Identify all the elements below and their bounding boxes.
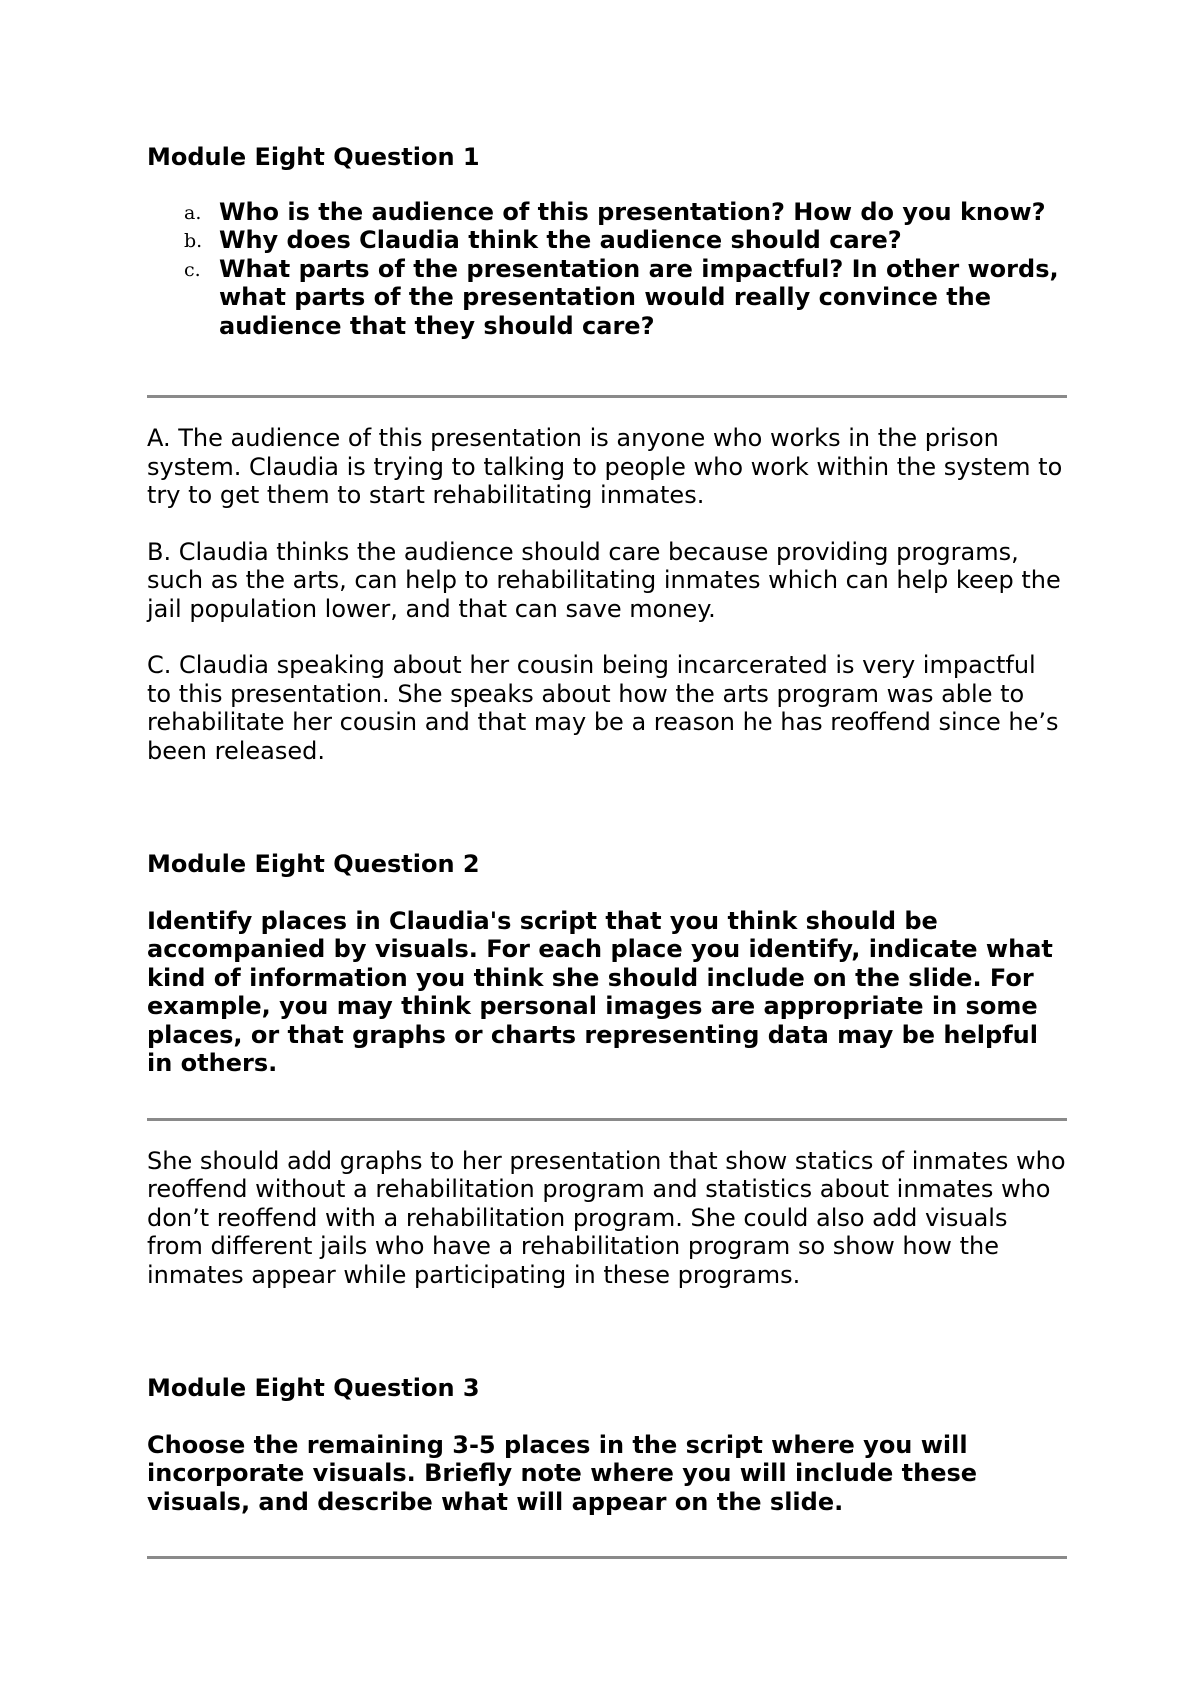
- list-marker: a.: [184, 201, 202, 224]
- question-1c: [147, 255, 1067, 341]
- question-1-heading: Module Eight Question 1: [147, 143, 480, 171]
- question-1-list: [147, 198, 1067, 341]
- question-text: What parts of the presentation are impactful? In other words, what parts of the presentation would really convince the audience that they should care?: [219, 254, 1059, 340]
- list-marker: b.: [184, 230, 203, 252]
- question-text: Who is the audience of this presentation? How do you know?: [219, 197, 1046, 226]
- question-3-heading: Module Eight Question 3: [147, 1374, 480, 1402]
- list-marker: c.: [184, 258, 201, 281]
- question-3-prompt: Choose the remaining 3-5 places in the script where you will incorporate visuals. Briefly note where you will include these visuals, and describe what will appear on the slide.: [147, 1430, 978, 1516]
- answer-1c: C. Claudia speaking about her cousin being incarcerated is very impactful to this presentation. She speaks about how the arts program was able to rehabilitate her cousin and that may be a reason he has reoffend since he’s been released.: [147, 651, 1059, 765]
- divider-rule: [147, 1556, 1067, 1559]
- answer-1b: B. Claudia thinks the audience should care because providing programs, such as the arts, can help to rehabilitating inmates which can help keep the jail population lower, and that can save money.: [147, 537, 1061, 623]
- divider-rule: [147, 395, 1067, 398]
- question-text: Why does Claudia think the audience should care?: [219, 226, 902, 254]
- answer-1a: A. The audience of this presentation is anyone who works in the prison system. Claudia is trying to talking to people who work within the system to try to get them to start rehabilitating inmates.: [147, 424, 1063, 509]
- answer-2: She should add graphs to her presentation that show statics of inmates who reoffend without a rehabilitation program and statistics about inmates who don’t reoffend with a rehabilitation program. She could also add visuals from different jails who have a rehabilitation program so show how the inmates appear while participating in these programs.: [147, 1146, 1066, 1289]
- question-2-prompt: Identify places in Claudia's script that you think should be accompanied by visuals. For each place you identify, indicate what kind of information you think she should include on the slide. For example, you may think personal images are appropriate in some places, or that graphs or charts representing data may be helpful in others.: [147, 906, 1053, 1077]
- question-1a: [147, 198, 1067, 227]
- question-1b: [147, 226, 1067, 255]
- divider-rule: [147, 1118, 1067, 1121]
- document-page: [147, 143, 1067, 1559]
- question-2-heading: Module Eight Question 2: [147, 850, 480, 878]
